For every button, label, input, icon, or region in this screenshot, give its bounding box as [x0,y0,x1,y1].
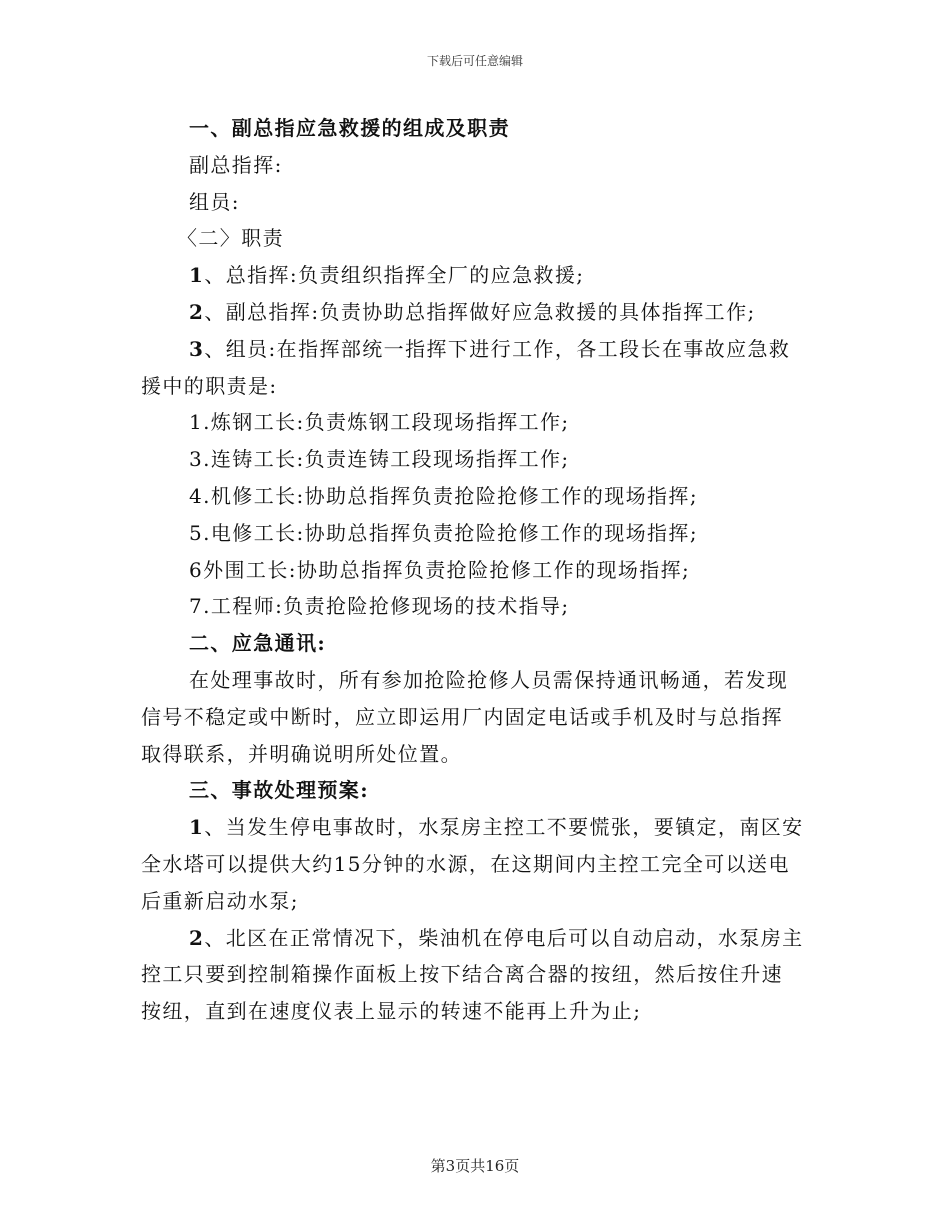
document-body [141,110,811,1030]
sub-item-3-number: 3. [189,447,211,472]
section-2-line-3: 取得联系，并明确说明所处位置。 [141,741,462,766]
plan-item-2-line-2: 控工只要到控制箱操作面板上按下结合离合器的按纽，然后按住升速 [141,962,783,987]
plan-item-2-text: 、北区在正常情况下，柴油机在停电后可以自动启动，水泵房主 [204,925,804,950]
plan-item-2-number: 2 [189,925,205,950]
sub-item-7-number: 7. [189,594,211,619]
page-header-note: 下载后可任意编辑 [426,54,523,68]
duties-heading: 〈二〉职责 [177,226,284,251]
plan-item-1-number: 1 [189,815,205,840]
sub-item-3-text: 连铸工长:负责连铸工段现场指挥工作; [210,447,570,472]
sub-item-7-text: 工程师:负责抢险抢修现场的技术指导; [210,594,570,619]
sub-item-5-number: 5. [189,520,211,545]
plan-item-1-line-3: 后重新启动水泵; [141,888,299,913]
duty-item-1-text: 、总指挥:负责组织指挥全厂的应急救援; [204,263,585,288]
duty-item-1 [141,257,811,294]
sub-item-4-text: 机修工长:协助总指挥负责抢险抢修工作的现场指挥; [210,483,698,508]
page-number-footer: 第3页共16页 [430,1157,520,1175]
section-3-title: 三、事故处理预案: [189,778,369,803]
sub-item-1-number: 1. [189,410,211,435]
sub-item-1 [141,404,811,441]
duty-item-3-number: 3 [189,336,205,361]
plan-item-2-line-1 [141,920,811,957]
plan-item-1-text: 、当发生停电事故时，水泵房主控工不要慌张，要镇定，南区安 [204,815,804,840]
sub-item-5-text: 电修工长:协助总指挥负责抢险抢修工作的现场指挥; [210,520,698,545]
sub-item-7 [141,588,811,625]
duty-item-3-continuation: 援中的职责是: [141,373,278,398]
section-2-line-1: 在处理事故时，所有参加抢险抢修人员需保持通讯畅通，若发现 [189,667,789,692]
duty-item-1-number: 1 [189,263,205,288]
plan-item-1-line-2: 全水塔可以提供大约15分钟的水源，在这期间内主控工完全可以送电 [141,851,790,876]
duty-item-3 [141,331,811,368]
duty-item-2 [141,294,811,331]
sub-item-6: 6外围工长:协助总指挥负责抢险抢修工作的现场指挥; [189,557,691,582]
sub-item-3 [141,441,811,478]
plan-item-2-line-3: 按纽，直到在速度仪表上显示的转速不能再上升为止; [141,999,642,1024]
section-1-title: 一、副总指应急救援的组成及职责 [189,116,510,140]
sub-item-4 [141,478,811,515]
sub-item-4-number: 4. [189,483,211,508]
plan-item-1-line-1 [141,809,811,846]
members-line: 组员: [189,189,240,214]
deputy-commander-line: 副总指挥: [189,152,283,177]
sub-item-1-text: 炼钢工长:负责炼钢工段现场指挥工作; [210,410,570,435]
duty-item-2-text: 、副总指挥:负责协助总指挥做好应急救援的具体指挥工作; [204,299,756,324]
sub-item-5 [141,515,811,552]
section-2-title: 二、应急通讯: [189,631,327,656]
duty-item-3-text: 、组员:在指挥部统一指挥下进行工作，各工段长在事故应急救 [204,336,791,361]
duty-item-2-number: 2 [189,299,205,324]
section-2-line-2: 信号不稳定或中断时，应立即运用厂内固定电话或手机及时与总指挥 [141,704,783,729]
